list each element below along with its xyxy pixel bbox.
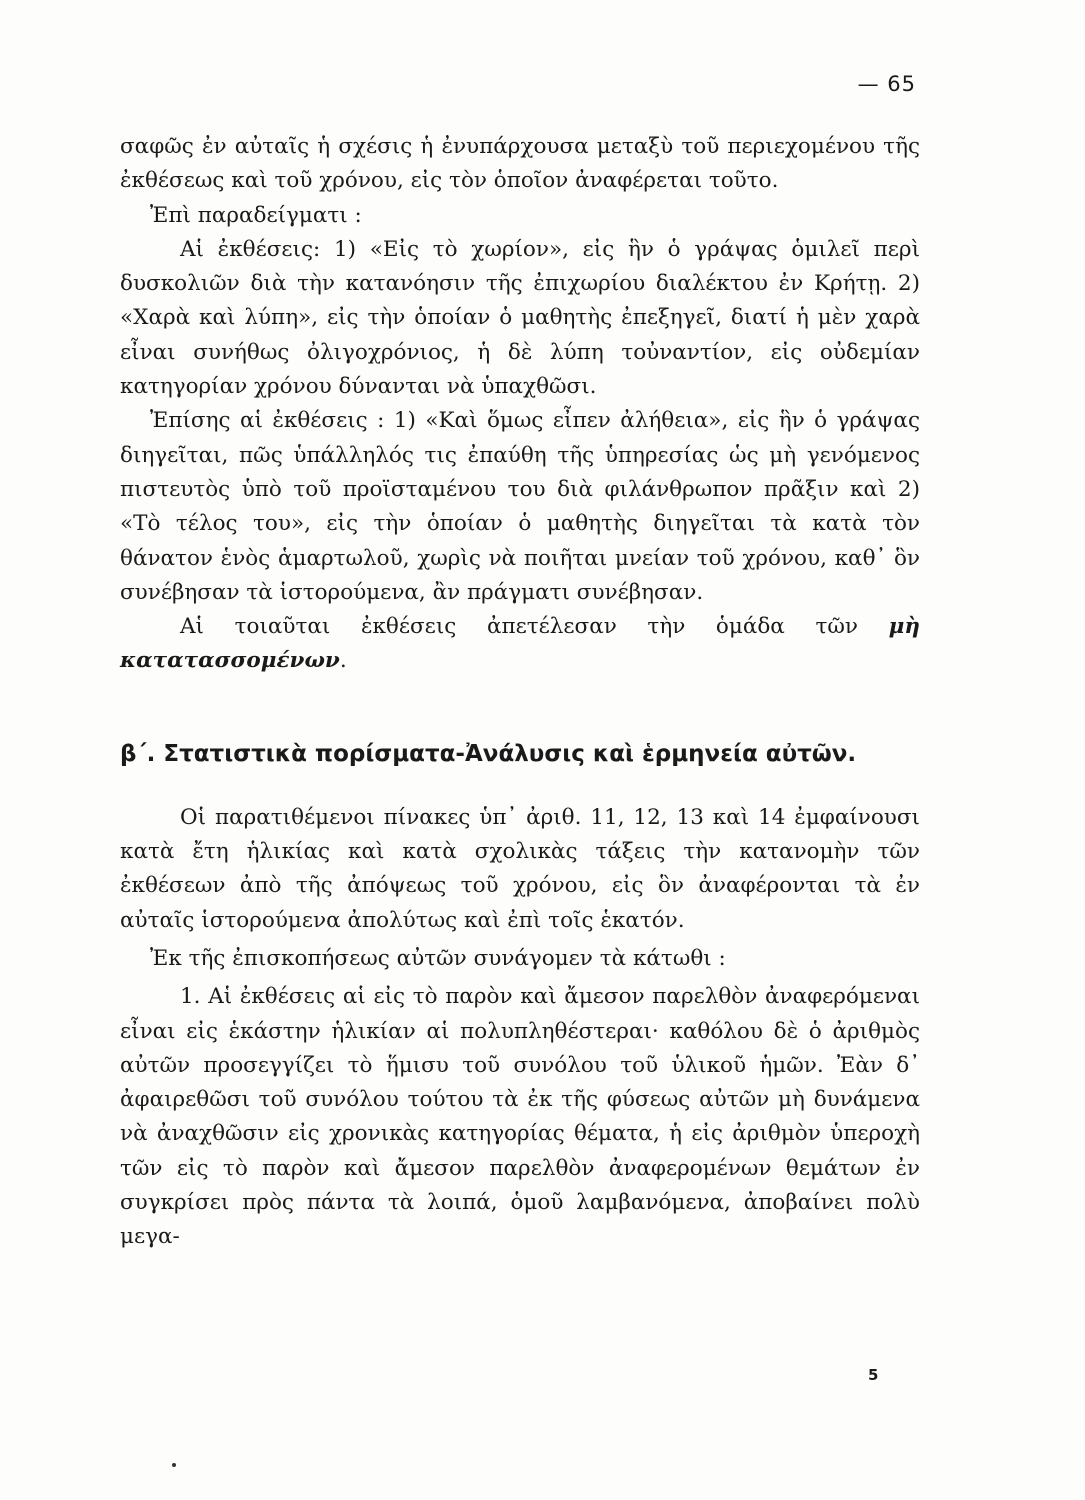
paragraph-5-end: .: [339, 648, 347, 674]
page-number: — 65: [857, 72, 916, 96]
paragraph-5: [120, 610, 920, 679]
stray-dot: [172, 1463, 176, 1467]
paragraph-4: Ἐπίσης αἱ ἐκθέσεις : 1) «Καὶ ὅμως εἶπεν ἀλήθεια», εἰς ἣν ὁ γράψας διηγεῖται, πῶς ὑπάλληλός τις ἐπαύθη τῆς ὑπηρεσίας ὡς μὴ γενόμενος πιστευτὸς ὑπὸ τοῦ προϊσταμένου του διὰ φιλάνθρωπον πρᾶξιν καὶ 2) «Τὸ τέλος του», εἰς τὴν ὁποίαν ὁ μαθητὴς διηγεῖται τὰ κατὰ τὸν θάνατον ἑνὸς ἁμαρτωλοῦ, χωρὶς νὰ ποιῆται μνείαν τοῦ χρόνου, καθ᾿ ὃν συνέβησαν τὰ ἱστορούμενα, ἂν πράγματι συνέβησαν.: [120, 408, 920, 605]
paragraph-5-start: Αἱ τοιαῦται ἐκθέσεις ἀπετέλεσαν τὴν ὁμάδα τῶν: [180, 614, 889, 640]
signature-mark: 5: [868, 1366, 879, 1384]
section-heading: β΄. Στατιστικὰ πορίσματα-Ἀνάλυσις καὶ ἑρμηνεία αὐτῶν.: [120, 740, 857, 767]
paragraph-6: Οἱ παρατιθέμενοι πίνακες ὑπ᾿ ἀριθ. 11, 12, 13 καὶ 14 ἐμφαίνουσι κατὰ ἔτη ἡλικίας καὶ κατὰ σχολικὰς τάξεις τὴν κατανομὴν τῶν ἐκθέσεων ἀπὸ τῆς ἀπόψεως τοῦ χρόνου, εἰς ὃν ἀναφέρονται τὰ ἐν αὐταῖς ἱστορούμενα ἀπολύτως καὶ ἐπὶ τοῖς ἑκατόν.: [120, 804, 920, 933]
paragraph-5-term: μὴ κατατασσομένων: [120, 614, 920, 674]
paragraph-2: Ἐπὶ παραδείγματι :: [150, 202, 362, 228]
paragraph-8: 1. Αἱ ἐκθέσεις αἱ εἰς τὸ παρὸν καὶ ἄμεσον παρελθὸν ἀναφερόμεναι εἶναι εἰς ἑκάστην ἡλικίαν αἱ πολυπληθέστεραι· καθόλου δὲ ὁ ἀριθμὸς αὐτῶν προσεγγίζει τὸ ἥμισυ τοῦ συνόλου τοῦ ὑλικοῦ ἡμῶν. Ἐὰν δ᾿ ἀφαιρεθῶσι τοῦ συνόλου τούτου τὰ ἐκ τῆς φύσεως αὐτῶν μὴ δυνάμενα νὰ ἀναχθῶσιν εἰς χρονικὰς κατηγορίας θέματα, ἡ εἰς ἀριθμὸν ὑπεροχὴ τῶν εἰς τὸ παρὸν καὶ ἄμεσον παρελθὸν ἀναφερομένων θεμάτων ἐν συγκρίσει πρὸς πάντα τὰ λοιπά, ὁμοῦ λαμβανόμενα, ἀποβαίνει πολὺ μεγα-: [120, 984, 920, 1250]
paragraph-7: Ἐκ τῆς ἐπισκοπήσεως αὐτῶν συνάγομεν τὰ κάτωθι :: [150, 945, 726, 971]
paragraph-3: Αἱ ἐκθέσεις: 1) «Εἰς τὸ χωρίον», εἰς ἣν ὁ γράψας ὁμιλεῖ περὶ δυσκολιῶν διὰ τὴν κατανόησιν τῆς ἐπιχωρίου διαλέκτου ἐν Κρήτῃ. 2) «Χαρὰ καὶ λύπη», εἰς τὴν ὁποίαν ὁ μαθητὴς ἐπεξηγεῖ, διατί ἡ μὲν χαρὰ εἶναι συνήθως ὀλιγοχρόνιος, ἡ δὲ λύπη τοὐναντίον, εἰς οὐδεμίαν κατηγορίαν χρόνου δύνανται νὰ ὑπαχθῶσι.: [120, 236, 920, 400]
paragraph-1: σαφῶς ἐν αὐταῖς ἡ σχέσις ἡ ἐνυπάρχουσα μεταξὺ τοῦ περιεχομένου τῆς ἐκθέσεως καὶ τοῦ χρόνου, εἰς τὸν ὁποῖον ἀναφέρεται τοῦτο.: [120, 134, 920, 194]
page-body: [120, 130, 920, 1255]
